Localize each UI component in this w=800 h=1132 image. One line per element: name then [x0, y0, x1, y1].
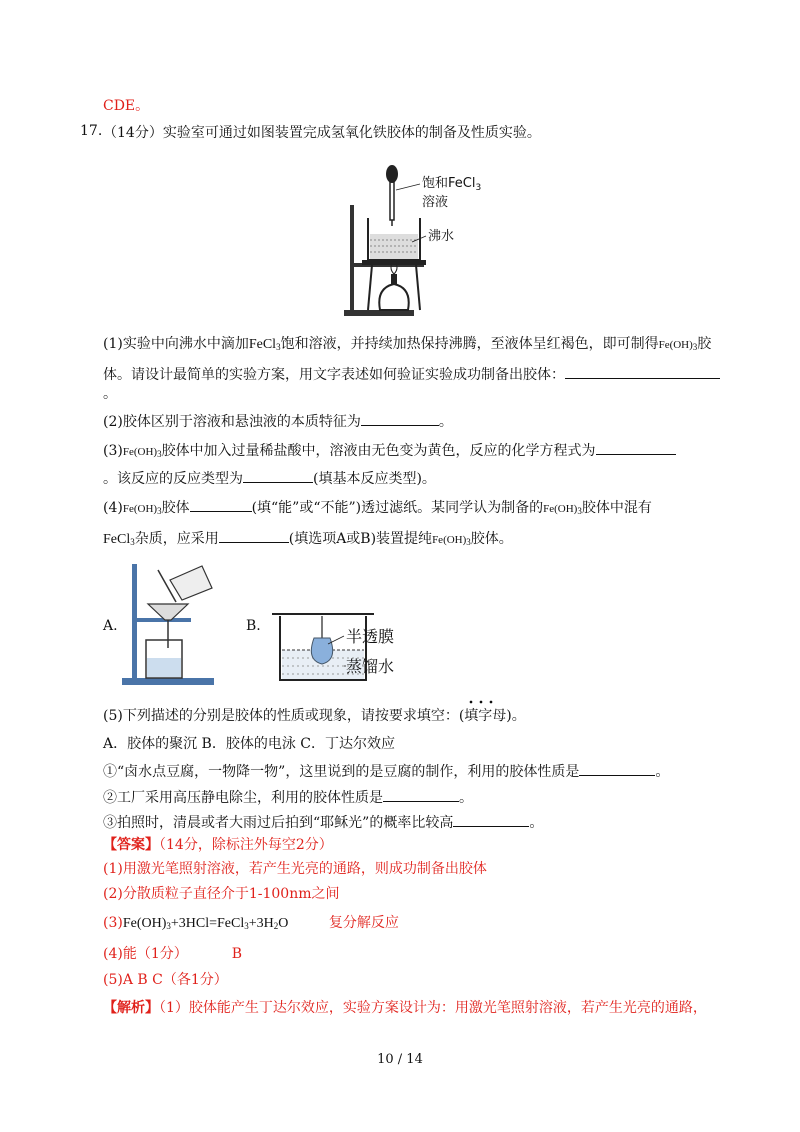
q17-part2: (2)胶体区别于溶液和悬浊液的本质特征为 。	[103, 411, 453, 432]
answer-2: (2)分散质粒子直径介于1-100nm之间	[103, 886, 340, 902]
label-solution: 溶液	[422, 195, 449, 210]
q17-part3-line2: 。该反应的反应类型为 (填基本反应类型)。	[103, 468, 436, 489]
filtration-apparatus-figure	[118, 560, 228, 688]
dialysis-apparatus-figure	[262, 600, 452, 692]
q17-options: A．胶体的聚沉 B．胶体的电泳 C．丁达尔效应	[103, 736, 396, 752]
q17-part3-line1: $(3)Fe(OH)_3$胶体中加入过量稀盐酸中，溶液由无色变为黄色，反应的化学方程式为	[103, 440, 676, 464]
apparatus-figure-1	[340, 160, 510, 320]
answer-blank-1[interactable]	[565, 364, 720, 379]
previous-answer: CDE。	[103, 98, 150, 114]
answer-3: $(3)Fe(OH)_3+3HCl=FeCl_3+3H_2O$ 复分解反应	[103, 915, 399, 931]
question-intro: （14分）实验室可通过如图装置完成氢氧化铁胶体的制备及性质实验。	[103, 125, 541, 141]
q17-part4-line1: $(4)Fe(OH)_3$胶体 (填“能”或“不能”)透过滤纸。某同学认为制备的$Fe(OH)_3$胶体中混有	[103, 497, 652, 521]
label-semipermeable-membrane: 半透膜	[346, 627, 395, 646]
label-boiling-water: 沸水	[428, 229, 455, 244]
emphasized-text: 填字母	[464, 708, 507, 724]
q17-sub1: ①“卤水点豆腐，一物降一物”，这里说到的是豆腐的制作，利用的胶体性质是 。	[103, 761, 669, 782]
answer-blank-5[interactable]	[190, 497, 252, 512]
formula-feoh3: $Fe(OH)_3$	[122, 446, 162, 459]
q17-part1-line1: (1)实验中向沸水中滴加FeCl$_3$饱和溶液，并持续加热保持沸腾，至液体呈红褐色，即可制得$Fe(OH)_3$胶	[103, 336, 712, 352]
answer-blank-3[interactable]	[596, 440, 676, 455]
q17-part4-line2: FeCl$_3$杂质，应采用 (填选项A或B)装置提纯$Fe(OH)_3$胶体。	[103, 528, 513, 552]
answer-1: (1)用激光笔照射溶液，若产生光亮的通路，则成功制备出胶体	[103, 861, 487, 877]
q17-part1-line2: 体。请设计最简单的实验方案，用文字表述如何验证实验成功制备出胶体：	[103, 364, 720, 385]
analysis-line: 【解析】（1）胶体能产生丁达尔效应，实验方案设计为：用激光笔照射溶液，若产生光亮的通路，	[103, 1000, 707, 1016]
answer-header: 【答案】（14分，除标注外每空2分）	[103, 837, 333, 853]
formula-feoh3: $Fe(OH)_3$	[122, 503, 162, 516]
q17-part1-line3: 。	[103, 386, 117, 402]
answer-4: (4)能（1分） B	[103, 946, 243, 962]
answer-5: (5)A B C（各1分）	[103, 972, 228, 988]
formula-feoh3: $Fe(OH)_3$	[658, 339, 698, 352]
emphasis-dots	[466, 700, 496, 704]
chemical-equation: $Fe(OH)_3+3HCl=FeCl_3+3H_2O$	[122, 916, 289, 931]
figure-label-b: B.	[246, 618, 261, 634]
q17-sub2: ②工厂采用高压静电除尘，利用的胶体性质是 。	[103, 787, 473, 808]
answer-blank-7[interactable]	[579, 761, 655, 776]
question-number: 17.	[80, 123, 103, 139]
answer-blank-4[interactable]	[243, 468, 313, 483]
answer-blank-8[interactable]	[383, 787, 459, 802]
figure-label-a: A.	[103, 618, 118, 634]
formula-fecl3: FeCl$_3$	[248, 337, 281, 352]
formula-fecl3: FeCl$_3$	[103, 532, 135, 547]
answer-blank-6[interactable]	[219, 528, 289, 543]
formula-feoh3: $Fe(OH)_3$	[432, 534, 471, 547]
page-number: 10 / 14	[377, 1052, 423, 1067]
label-distilled-water: 蒸馏水	[346, 657, 395, 676]
answer-blank-9[interactable]	[453, 812, 529, 827]
q17-part5: (5)下列描述的分别是胶体的性质或现象，请按要求填空：(填字母)。	[103, 708, 526, 724]
label-saturated-fecl3: 饱和FeCl$_3$	[422, 176, 482, 193]
answer-blank-2[interactable]	[361, 411, 439, 426]
formula-feoh3: $Fe(OH)_3$	[543, 503, 582, 516]
q17-sub3: ③拍照时，清晨或者大雨过后拍到“耶稣光”的概率比较高 。	[103, 812, 543, 833]
